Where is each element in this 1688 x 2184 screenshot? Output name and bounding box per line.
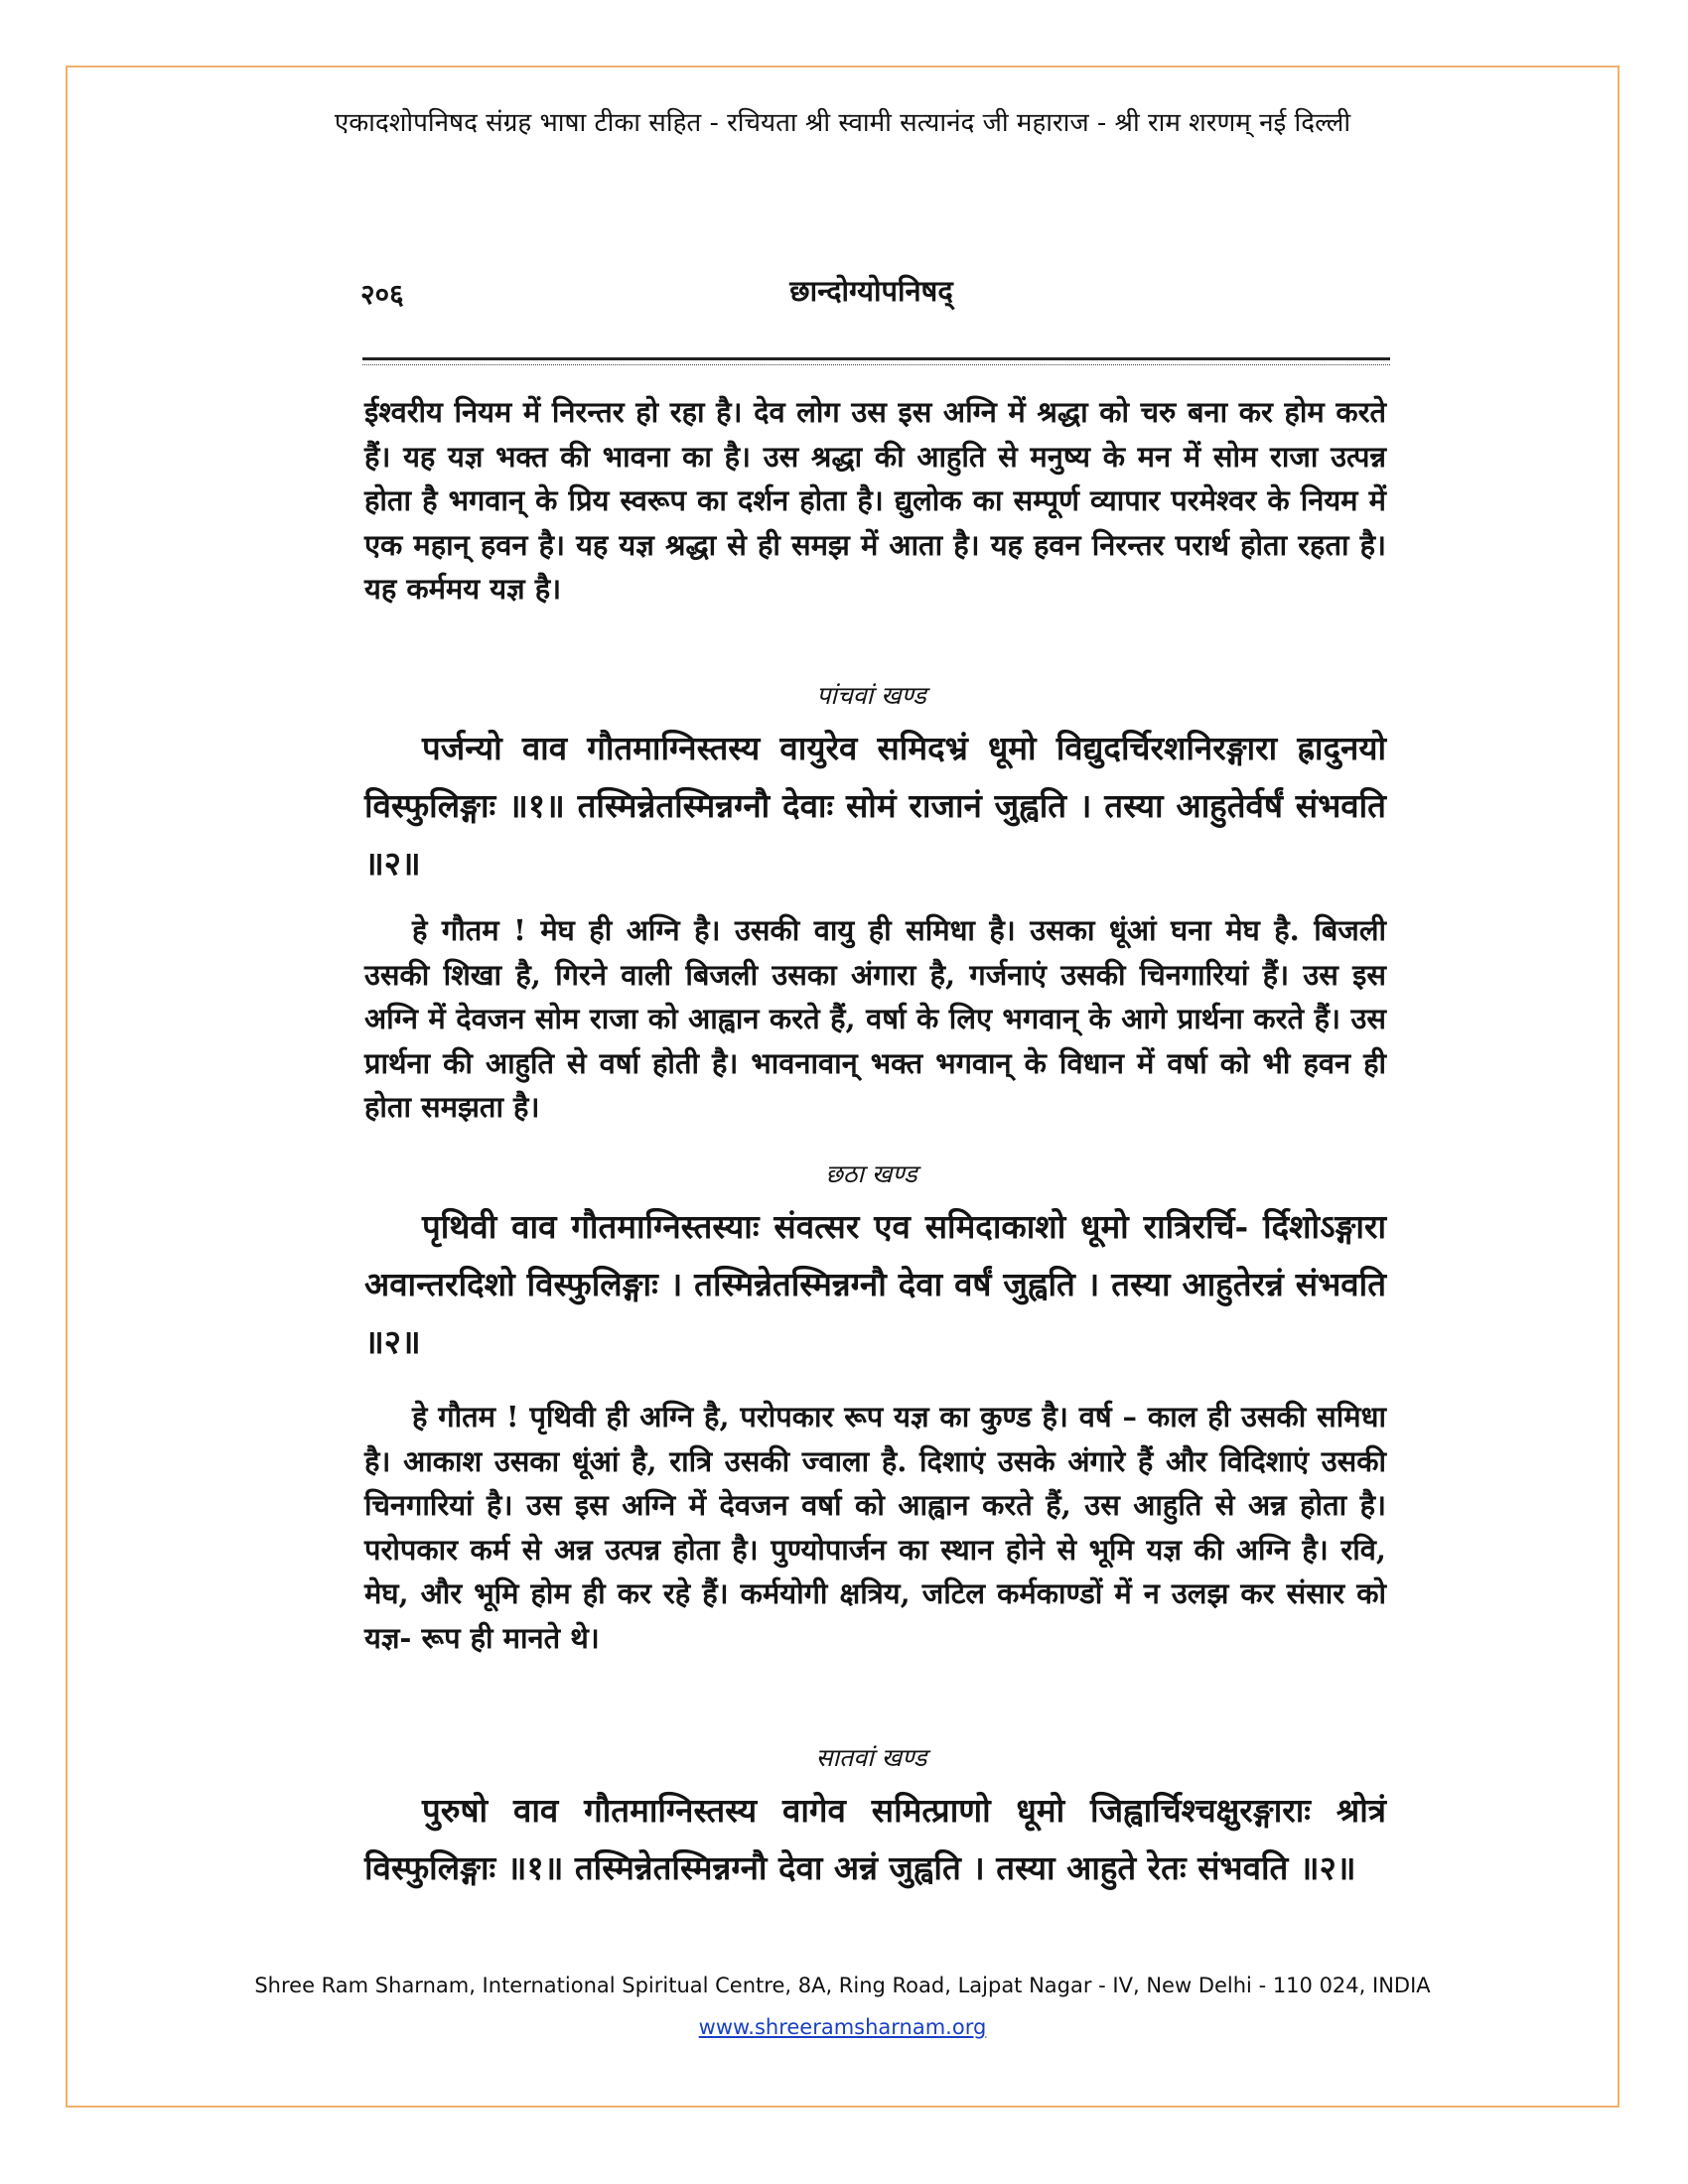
intro-paragraph: ईश्वरीय नियम में निरन्तर हो रहा है। देव लोग उस इस अग्नि में श्रद्धा को चरु बना कर होम करते हैं। यह यज्ञ भक्त की भावना का है। उस श्रद्धा की आहुति से मनुष्य के मन में सोम राजा उत्पन्न होता है भगवान् के प्रिय स्वरूप का दर्शन होता है। द्युलोक का सम्पूर्ण व्यापार परमेश्वर के नियम में एक महान् हवन है। यह यज्ञ श्रद्धा से ही समझ में आता है। यह हवन निरन्तर परार्थ होता रहता है। यह कर्ममय यज्ञ है। [364,395,1386,606]
commentary-section-6: हे गौतम ! पृथिवी ही अग्नि है, परोपकार रूप यज्ञ का कुण्ड है। वर्ष – काल ही उसकी समिधा है। आकाश उसका धूंआं है, रात्रि उसकी ज्वाला है. दिशाएं उसके अंगारे हैं और विदिशाएं उसकी चिनगारियां है। उस इस अग्नि में देवजन वर्षा को आह्वान करते हैं, उस आहुति से अन्न होता है। परोपकार कर्म से अन्न उत्पन्न होता है। पुण्योपार्जन का स्थान होने से भूमि यज्ञ की अग्नि है। रवि, मेघ, और भूमि होम ही कर रहे हैं। कर्मयोगी क्षत्रिय, जटिल कर्मकाण्डों में न उलझ कर संसार को यज्ञ- रूप ही मानते थे। [364,1400,1386,1655]
running-title: छान्दोग्योपनिषद् [789,274,953,308]
page-number: २०६ [360,278,404,311]
website-link[interactable]: www.shreeramsharnam.org [698,2015,987,2039]
header-rule [362,357,1390,360]
verse-section-7: पुरुषो वाव गौतमाग्निस्तस्य वागेव समित्प्राणो धूमो जिह्वार्चिश्चक्षुरङ्गाराः श्रोत्रं विस्फुलिङ्गाः ॥१॥ तस्मिन्नेतस्मिन्नग्नौ देवा अन्नं जुह्वति । तस्या आहुते रेतः संभवति ॥२॥ [364,1791,1386,1887]
section-heading-6: छठा खण्ड [825,1160,917,1188]
running-head [343,263,1400,313]
verse-section-6: पृथिवी वाव गौतमाग्निस्तस्याः संवत्सर एव समिदाकाशो धूमो रात्रिरर्चि- र्दिशोऽङ्गारा अवान्तरदिशो विस्फुलिङ्गाः । तस्मिन्नेतस्मिन्नग्नौ देवा वर्षं जुह्वति । तस्या आहुतेरन्नं संभवति ॥२॥ [364,1207,1386,1361]
section-heading-5: पांचवां खण्ड [816,681,926,710]
header-rule-dotted [362,364,1390,365]
commentary-section-5: हे गौतम ! मेघ ही अग्नि है। उसकी वायु ही समिधा है। उसका धूंआं घना मेघ है. बिजली उसकी शिखा है, गिरने वाली बिजली उसका अंगारा है, गर्जनाएं उसकी चिनगारियां हैं। उस इस अग्नि में देवजन सोम राजा को आह्वान करते हैं, वर्षा के लिए भगवान् के आगे प्रार्थना करते हैं। उस प्रार्थना की आहुति से वर्षा होती है। भावनावान् भक्त भगवान् के विधान में वर्षा को भी हवन ही होता समझता है। [364,913,1386,1124]
document-header: एकादशोपनिषद संग्रह भाषा टीका सहित - रचियता श्री स्वामी सत्यानंद जी महाराज - श्री राम शरणम् नई दिल्ली [334,108,1351,138]
scanned-page [343,263,1400,1961]
verse-section-5: पर्जन्यो वाव गौतमाग्निस्तस्य वायुरेव समिदभ्रं धूमो विद्युदर्चिरशनिरङ्गारा ह्रादुनयो विस्फुलिङ्गाः ॥१॥ तस्मिन्नेतस्मिन्नग्नौ देवाः सोमं राजानं जुह्वति । तस्या आहुतेर्वर्षं संभवति ॥२॥ [364,729,1386,883]
footer-address: Shree Ram Sharnam, International Spiritual Centre, 8A, Ring Road, Lajpat Nagar - IV, New Delhi - 110 024, INDIA [254,1974,1431,1997]
section-heading-7: सातवां खण्ड [815,1743,927,1772]
